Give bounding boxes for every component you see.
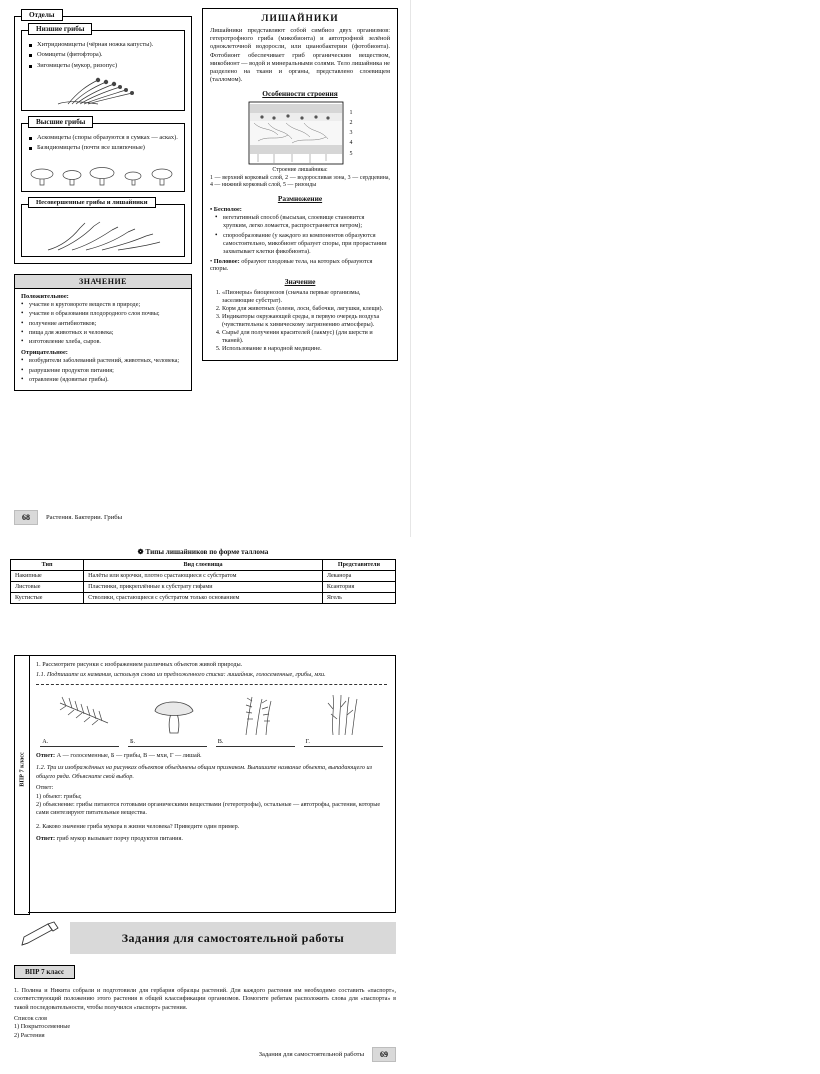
asexual-label-text: Бесполое: (213, 206, 242, 214)
col-thallus: Вид слоевища (84, 560, 323, 571)
lower-fungi-box (21, 25, 185, 111)
significance-box (14, 274, 192, 391)
answer-3-text: гриб мукор вызывает порчу продуктов питания. (56, 834, 183, 842)
vpr-side-label: ВПР 7 класс (18, 752, 26, 787)
figure-number: 2 (349, 120, 353, 127)
task-1: 1. Рассмотрите рисунки с изображением различных объектов живой природы. (36, 661, 243, 668)
cell-type: Листовые (11, 582, 84, 593)
meaning-list (222, 289, 390, 354)
higher-fungi-list (28, 134, 178, 153)
cell-type: Накипные (11, 571, 84, 582)
positive-list (21, 301, 185, 347)
imperfect-fungi-box (21, 198, 185, 257)
word-list-item-2: 2) Растения (14, 1031, 45, 1039)
lichen-icon: ❁ (137, 548, 144, 556)
list-item: 4. Сырьё для получения красителей (лакмус) (для шерсти и тканей). (222, 329, 390, 345)
higher-fungi-box (21, 117, 185, 192)
label-b[interactable]: Б. (128, 738, 207, 747)
figure-numbers (350, 108, 353, 159)
cell-thallus: Пластинки, прикреплённые к субстрату гифами (84, 582, 323, 593)
list-item: • участие в образовании плодородного слоя почвы; (21, 310, 185, 318)
footer-text-right: Задания для самостоятельной работы (258, 1051, 364, 1058)
table-header-row (11, 560, 396, 571)
departments-tag: Отделы (21, 9, 63, 21)
lichen-types-table (10, 559, 396, 604)
gymnosperm-branch-image (54, 689, 114, 737)
cell-representatives: Леканора (322, 571, 395, 582)
right-task-text: 1. Полина и Никита собрали и подготовили для гербария образцы растений. Для каждого растения им необходимо составить «паспорт», соответствующий положению этого растения в общей классификации организмов. Помогите ребятам расположить слова для «паспорта» в такой последовательности, чтобы получился «паспорт» растения. (14, 987, 396, 1011)
list-item: Аскомицеты (споры образуются в сумках — асках). (28, 134, 178, 142)
table-row (11, 593, 396, 604)
vpr-tag: ВПР 7 класс (14, 965, 75, 979)
cell-thallus: Стволики, срастающиеся с субстратом только основанием (84, 593, 323, 604)
sexual-label: Половое: (213, 257, 240, 265)
list-item: Базидиомицеты (почти все шляпочные) (28, 144, 178, 152)
right-task (14, 987, 396, 1040)
list-item: • участие в круговороте веществ в природе; (21, 301, 185, 309)
divider (36, 683, 387, 685)
figure-legend: 1 — верхний корковый слой, 2 — водоросливая зона, 3 — сердцевина, 4 — нижний корковый слой, 5 — ризоиды (210, 174, 390, 189)
figure-number: 5 (349, 150, 353, 157)
task-1-2: 1.2. Три из изображённых на рисунках объектов объединены общим признаком. Выпишите название объекта, выпадающего из общего ряда. Объясните свой выбор. (36, 764, 372, 780)
col-type: Тип (11, 560, 84, 571)
answer-1-row (36, 752, 387, 760)
list-item: • отравление (ядовитые грибы). (21, 376, 185, 384)
departments-box (14, 11, 192, 264)
word-list-item-1: 1) Покрытосеменные (14, 1023, 71, 1031)
left-page (0, 0, 410, 537)
answer-3-row (36, 835, 387, 843)
task-2: 2. Каково значение гриба мукора в жизни человека? Приведите один пример. (36, 822, 240, 830)
asexual-list (215, 214, 390, 255)
mucor-illustration (28, 72, 178, 106)
list-item: • изготовление хлеба, сыров. (21, 338, 185, 346)
footer-text-left: Растения. Бактерии. Грибы (46, 514, 123, 521)
positive-label: Положительное: (21, 292, 69, 300)
organism-pictures (36, 689, 387, 737)
list-item: Оомицеты (фитофтора). (28, 51, 178, 59)
figure-number: 4 (349, 140, 353, 147)
negative-label: Отрицательное: (21, 349, 68, 357)
page-number-left: 68 (14, 510, 38, 525)
significance-body (15, 289, 191, 390)
right-page (0, 537, 410, 1074)
list-item: • разрушение продуктов питания; (21, 367, 185, 375)
cell-thallus: Налёты или корочки, плотно срастающиеся с субстратом (84, 571, 323, 582)
asexual-label: • Бесполое: (210, 206, 242, 214)
list-item: • спорообразование (у каждого из компонентов образуются самостоятельно, микобионт образует споры, при прорастании захватывает клетки фикобионта). (215, 232, 390, 256)
types-title-row (10, 547, 396, 556)
structure-title: Особенности строения (262, 89, 338, 99)
lichens-intro: Лишайники представляют собой симбиоз двух организмов: гетеротрофного гриба (микобионта) и автотрофной зелёной одноклеточной водоросли, или цианобактерии (фотобионта). Фотобионт обеспечивает гриб органическим веществом, микобионт — водой и минеральными солями. Тело лишайника не разделено на ткани и органы, представлено слоевищем (талломом). (210, 27, 390, 84)
higher-fungi-tag: Высшие грибы (28, 116, 93, 128)
types-title: Типы лишайников по форме таллома (145, 548, 269, 556)
cell-representatives: Ягель (322, 593, 395, 604)
moss-image (234, 689, 284, 737)
answer-1-label: Ответ: (36, 752, 56, 760)
task-1-1: 1.1. Подпишите их названия, используя слова из предложенного списка: лишайник, голосеменные, грибы, мхи. (36, 671, 326, 679)
lichens-box (202, 8, 398, 361)
list-item: 5. Использование в народной медицине. (222, 345, 390, 353)
answer-2-line-1: 1) объект: грибы; (36, 792, 82, 800)
answer-labels-row (36, 738, 387, 747)
lichen-cross-section-image (248, 101, 344, 165)
answer-2-line-2: 2) объяснение: грибы питаются готовыми органическими веществами (гетеротрофы), остальные — автотрофы, растения, которые сами синтезируют питательные вещества. (36, 800, 381, 817)
vpr-task-box (28, 655, 396, 913)
figure-number: 1 (349, 109, 353, 116)
list-item: 1. «Пионеры» биоценозов (сначала первые организмы, заселяющие субстрат). (222, 289, 390, 305)
left-column-1 (14, 8, 192, 391)
left-footer (14, 510, 122, 525)
list-item: Зигомицеты (мукор, ризопус) (28, 62, 178, 70)
left-column-2 (202, 8, 398, 361)
list-item: 3. Индикаторы окружающей среды, в первую очередь воздуха (чувствительны к химическому загрязнению атмосферы). (222, 313, 390, 329)
mushroom-image (149, 689, 199, 737)
meaning-title: Значение (284, 276, 316, 286)
list-item: • пища для животных и человека; (21, 329, 185, 337)
label-g[interactable]: Г. (304, 738, 383, 747)
answer-1-text: А — голосеменные, Б — грибы, В — мхи, Г — лишай. (56, 752, 202, 760)
label-a[interactable]: А. (40, 738, 119, 747)
answer-2-label: Ответ: (36, 784, 54, 792)
cell-representatives: Ксантория (322, 582, 395, 593)
pencil-icon (18, 923, 64, 953)
negative-list (21, 357, 185, 384)
imperfect-fungi-tag: Несовершенные грибы и лишайники (28, 197, 156, 208)
list-item: Хитридиомицеты (чёрная ножка капусты). (28, 41, 178, 49)
lichens-title: ЛИШАЙНИКИ (261, 14, 339, 24)
lower-fungi-tag: Низшие грибы (28, 23, 92, 35)
lower-fungi-list (28, 41, 178, 70)
list-item: • получение антибиотиков; (21, 320, 185, 328)
answer-3-label: Ответ: (36, 834, 56, 842)
lichen-image (319, 689, 369, 737)
list-item: • возбудители заболеваний растений, животных, человека; (21, 357, 185, 365)
table-row (11, 582, 396, 593)
list-item: 2. Корм для животных (олени, лоси, бабочки, лягушки, клещи). (222, 305, 390, 313)
col-representatives: Представители (322, 560, 395, 571)
word-list-label: Список слов (14, 1015, 47, 1023)
page-gutter (410, 0, 411, 537)
page-number-right: 69 (372, 1047, 396, 1062)
structure-figure (210, 101, 390, 165)
figure-number: 3 (349, 130, 353, 137)
table-row (11, 571, 396, 582)
reproduction-title: Размножение (277, 194, 323, 204)
label-v[interactable]: В. (216, 738, 295, 747)
self-work-title: Задания для самостоятельной работы (70, 922, 396, 954)
figure-caption: Строение лишайника: (272, 167, 328, 174)
significance-title: ЗНАЧЕНИЕ (15, 275, 191, 289)
sexual-text: образуют плодовые тела, на которых образуются споры. (210, 257, 373, 272)
lichen-illustration (28, 216, 178, 252)
mushrooms-illustration (28, 155, 178, 187)
list-item: • вегетативный способ (высыхая, слоевище становится хрупким, легко ломается, распространяется ветром); (215, 214, 390, 230)
right-footer (259, 1047, 396, 1062)
sexual-line: • Половое: образуют плодовые тела, на которых образуются споры. (210, 257, 373, 272)
cell-type: Кустистые (11, 593, 84, 604)
